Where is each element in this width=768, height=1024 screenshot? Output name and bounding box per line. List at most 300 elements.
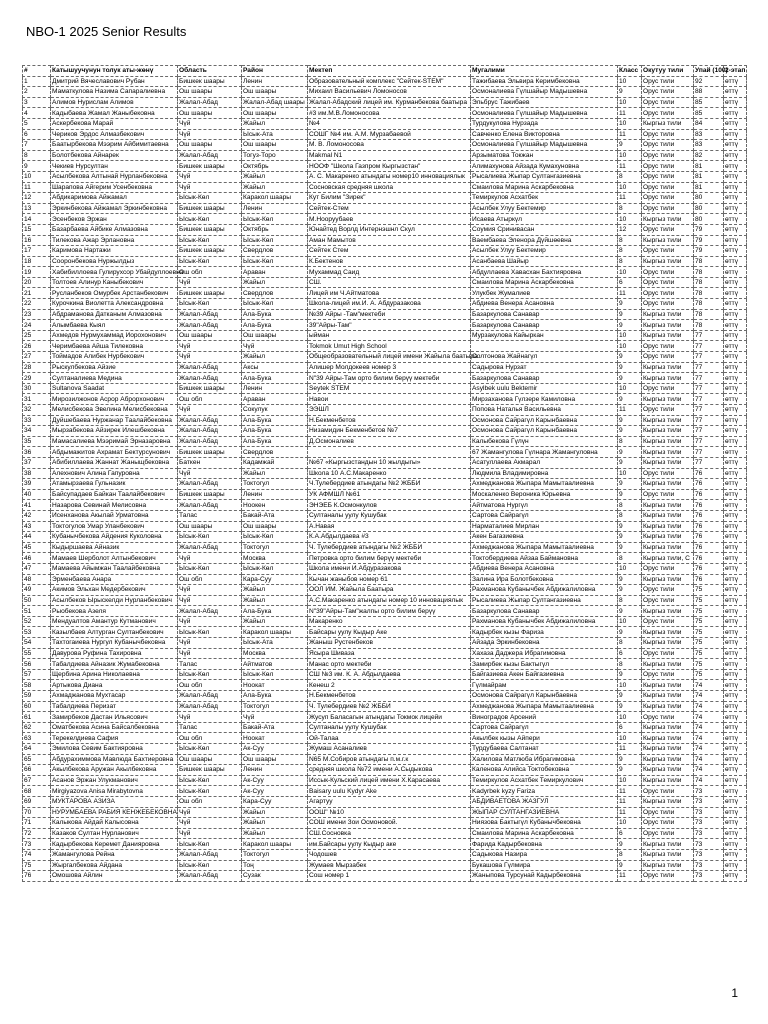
cell-school: Кычан жаныбов номер 61 [308,574,471,585]
cell-name: Замирбеков Дастан Ильясович [51,712,178,723]
cell-grade: 8 [618,849,642,860]
cell-region: Ысык-Көл [178,860,242,871]
col-header-grade: Класс [618,66,642,77]
cell-name: Чекиев Нурсултан [51,161,178,172]
cell-number: 41 [23,500,51,511]
table-row [23,362,747,373]
col-header-teacher: Мугалими [471,66,618,77]
cell-score: 74 [694,701,724,712]
cell-stage2: өттү [724,860,747,871]
cell-district: Ысык-Көл [242,214,308,225]
table-row [23,87,747,98]
cell-name: Омошова Айлин [51,871,178,882]
cell-stage2: өттү [724,267,747,278]
cell-language: Орус тили [642,246,694,257]
cell-district: Ала-Бука [242,373,308,384]
cell-teacher: Ахмеджанова Жыпара Мамытаалиевна [471,479,618,490]
cell-language: Орус тили [642,193,694,204]
cell-language: Кыргыз тили [642,309,694,320]
cell-region: Жалал-Абад [178,691,242,702]
table-row [23,352,747,363]
cell-number: 65 [23,754,51,765]
cell-grade: 10 [618,468,642,479]
cell-stage2: өттү [724,765,747,776]
cell-score: 92 [694,76,724,87]
cell-stage2: өттү [724,722,747,733]
cell-name: Жыргалбекова Айдана [51,860,178,871]
cell-grade: 9 [618,457,642,468]
cell-stage2: өттү [724,712,747,723]
cell-name: Маматкулова Назима Сапаралиевна [51,87,178,98]
cell-score: 75 [694,606,724,617]
cell-region: Жалал-Абад [178,606,242,617]
cell-number: 60 [23,701,51,712]
cell-score: 73 [694,818,724,829]
cell-number: 64 [23,744,51,755]
cell-name: НУРУМБАЕВА РАБИЯ КЕНЖЕБЕКОВНА [52,808,177,816]
cell-language: Орус тили [642,352,694,363]
cell-score: 76 [694,553,724,564]
cell-region: Ысык-Көл [178,299,242,310]
cell-teacher: Нарматалиев Мирлан [471,521,618,532]
cell-language: Орус тили [642,828,694,839]
cell-teacher: Каленова Алийса Токтобековна [471,765,618,776]
cell-name: Алымбаева Кыял [51,320,178,331]
cell-grade: 10 [618,712,642,723]
cell-language: Орус тили [642,595,694,606]
cell-teacher: Асылбек Улуу Бектемир [471,246,618,257]
cell-score: 78 [694,267,724,278]
cell-teacher: Алимахунова Айзада Кумахуновна [471,161,618,172]
cell-number: 71 [23,818,51,829]
cell-teacher: Москаленко Вероника Юрьевна [471,489,618,500]
cell-teacher: Виноградов Арсений [471,712,618,723]
cell-number: 62 [23,722,51,733]
cell-region: Жалал-Абад [178,500,242,511]
cell-stage2: өттү [724,627,747,638]
cell-school: №67 «Кыргызстандын 10 жылдыгы» [308,457,471,468]
cell-number: 28 [23,362,51,373]
cell-name: Мендуалтов Амантур Кутманович [51,616,178,627]
table-row [23,712,747,723]
cell-score: 77 [694,426,724,437]
table-row [23,97,747,108]
cell-region: Чүй [178,182,242,193]
cell-district: Жайыл [242,595,308,606]
cell-school: Сош номер 1 [308,871,471,882]
cell-name: Асылбеков Ырыскелди Нурланбекович [51,595,178,606]
cell-language: Кыргыз тили [642,542,694,553]
cell-stage2: өттү [724,447,747,458]
cell-score: 77 [694,394,724,405]
cell-score: 85 [694,97,724,108]
cell-grade: 8 [618,235,642,246]
cell-score: 74 [694,765,724,776]
cell-language: Орус тили [642,669,694,680]
cell-number: 37 [23,457,51,468]
cell-school: Жалал-Абадский лицей им. Курманбекова баатыра [308,97,471,108]
cell-district: Чүй [242,712,308,723]
cell-stage2: өттү [724,330,747,341]
cell-region: Ысык-Көл [178,775,242,786]
cell-district: Свердлов [242,447,308,458]
cell-teacher: Асатуллаева Акмарал [471,457,618,468]
cell-grade: 9 [618,765,642,776]
cell-language: Кыргыз тили [642,659,694,670]
cell-grade: 9 [618,860,642,871]
cell-district: Ош шаары [242,521,308,532]
cell-region: Жалал-Абад [178,849,242,860]
cell-district: Тоң [242,860,308,871]
cell-score: 73 [694,849,724,860]
cell-score: 73 [694,828,724,839]
cell-language: Кыргыз тили [642,606,694,617]
cell-name: Курочкина Виолетта Александровна [51,299,178,310]
cell-score: 79 [694,224,724,235]
cell-region: Чүй [178,468,242,479]
cell-teacher: Рахманова Кубанычбек Абдижалиловна [471,616,618,627]
cell-region: Бишкек шаары [178,447,242,458]
cell-grade: 9 [618,309,642,320]
cell-grade: 11 [618,871,642,882]
cell-name: Алимов Нурислам Алимов [51,97,178,108]
table-row [23,373,747,384]
table-row [23,691,747,702]
cell-school: Жумаев Мырзабек [308,860,471,871]
cell-region: Жалал-Абад [178,373,242,384]
cell-grade: 9 [618,489,642,500]
cell-district: Жайыл [242,616,308,627]
cell-district: Ала-Бука [242,415,308,426]
cell-region: Чүй [178,277,242,288]
cell-number: 59 [23,691,51,702]
cell-school: Сейтек Стем [308,246,471,257]
cell-district: Аксы [242,362,308,373]
cell-score: 82 [694,150,724,161]
cell-region: Бишкек шаары [178,246,242,257]
cell-name: Русланбеков Омурбек Арстанбекович [51,288,178,299]
cell-number: 40 [23,489,51,500]
cell-grade: 9 [618,532,642,543]
cell-language: Кыргыз тили [642,574,694,585]
cell-teacher: Асанбаева Шайыр [471,256,618,267]
cell-region: Чүй [178,595,242,606]
cell-grade: 10 [618,563,642,574]
cell-number: 75 [23,860,51,871]
cell-grade: 8 [618,203,642,214]
cell-name: Абибиллаева Жаннат Жаныщбековна [51,457,178,468]
cell-region: Ош шаары [178,108,242,119]
cell-stage2: өттү [724,214,747,225]
cell-region: Чүй [178,405,242,416]
cell-district: Ысык-Көл [242,669,308,680]
cell-school: Юнайтед Ворлд Интернэшнл Скул [308,224,471,235]
cell-region: Ысык-Көл [178,235,242,246]
cell-number: 38 [23,468,51,479]
table-row [23,828,747,839]
cell-teacher: Турдубаева Салтанат [471,744,618,755]
cell-grade: 8 [618,500,642,511]
cell-language: Кыргыз тили [642,256,694,267]
cell-region: Ысык-Көл [178,839,242,850]
cell-name: Базарбаева Айбике Алмазовна [51,224,178,235]
cell-region: Ош шаары [178,521,242,532]
cell-teacher: Тажибаева Эльвира Керимбековна [471,76,618,87]
table-row [23,330,747,341]
cell-region: Ош обл [178,394,242,405]
table-row [23,775,747,786]
cell-name: МУКТАРОВА АЗИЗА [51,796,178,807]
cell-teacher: Базаркулова Санавар [471,606,618,617]
cell-teacher: Рысалиева Жыпар Султангазиевна [471,595,618,606]
cell-stage2: өттү [724,669,747,680]
cell-grade: 8 [618,510,642,521]
cell-language: Кыргыз тили [642,796,694,807]
cell-region: Ысык-Көл [178,627,242,638]
cell-region: Бишкек шаары [178,203,242,214]
table-row [23,129,747,140]
cell-language: Орус тили [642,563,694,574]
cell-school: Жумаш Асаналиев [308,744,471,755]
cell-name: Ахмедов Нурмухаммад Иорохонович [51,330,178,341]
cell-school: Makmal N1 [308,150,471,161]
cell-stage2: өттү [724,150,747,161]
cell-region: Бишкек шаары [178,161,242,172]
cell-name: Мамаев Шерболот Алтынбекович [51,553,178,564]
cell-language: Орус тили [642,288,694,299]
cell-number: 27 [23,352,51,363]
col-header-stage2: 2-этап [725,67,746,75]
cell-number: 25 [23,330,51,341]
cell-score: 75 [694,595,724,606]
cell-region: Ысык-Көл [178,193,242,204]
cell-score: 75 [694,627,724,638]
cell-number: 70 [23,807,51,818]
cell-stage2: өттү [724,224,747,235]
cell-score: 74 [694,733,724,744]
table-row [23,754,747,765]
cell-teacher: Токтобердиева Айзаа Баймановна [471,553,618,564]
cell-number: 46 [23,553,51,564]
cell-school: ЭНЭЕБ К.Осмонкулов [308,500,471,511]
cell-stage2: өттү [724,489,747,500]
cell-number: 54 [23,638,51,649]
cell-district: Ош шаары [242,108,308,119]
cell-name: Султаналиева Медина [51,373,178,384]
cell-language: Орус тили [642,108,694,119]
cell-stage2: өттү [724,426,747,437]
cell-score: 77 [694,373,724,384]
cell-stage2: өттү [724,733,747,744]
cell-grade: 9 [618,839,642,850]
cell-number: 34 [23,426,51,437]
cell-school: Жаныш Рустенбеков [308,638,471,649]
cell-language: Кыргыз тили [642,457,694,468]
cell-teacher: Рахманова Кубанычбек Абдижалиловна [471,585,618,596]
table-row [23,669,747,680]
cell-teacher: Базаркулова Санавар [471,320,618,331]
cell-name: Байсупадаев Байкан Таалайбекович [51,489,178,500]
cell-grade: 9 [618,320,642,331]
cell-language: Орус тили [642,405,694,416]
cell-region: Талас [178,659,242,670]
table-row [23,796,747,807]
cell-region: Чүй [178,585,242,596]
cell-region: Чүй [178,638,242,649]
cell-school: Алишер Молдокеев номер 3 [308,362,471,373]
cell-score: 75 [694,616,724,627]
cell-district: Октябрь [242,224,308,235]
cell-grade: 11 [618,744,642,755]
col-header-name: Катышуучунун толук аты-жөнү [51,66,178,77]
cell-school: Кенеш 2 [308,680,471,691]
cell-teacher: Соумия Сринивасан [471,224,618,235]
cell-school: Михаил Васильевич Ломоносов [308,87,471,98]
table-row [23,468,747,479]
cell-school: Ч.Тулебердиев атындагы №2 ЖББИ [308,479,471,490]
cell-district: Сокулук [242,405,308,416]
cell-district: Москва [242,648,308,659]
cell-grade: 10 [618,76,642,87]
cell-region: Бишкек шаары [178,224,242,235]
cell-language: Кыргыз тили [642,500,694,511]
cell-teacher: Айзада Эркинбековна [471,638,618,649]
cell-name: Казаков Султан Нурланович [51,828,178,839]
cell-language: Кыргыз тили [642,680,694,691]
cell-region: Чүй [178,648,242,659]
table-row [23,76,747,87]
cell-grade: 9 [618,754,642,765]
cell-district: Чүй [242,341,308,352]
cell-school: Школа имени И.Абдуразакова [308,563,471,574]
cell-stage2: өттү [724,457,747,468]
cell-school: №4 [308,118,471,129]
cell-stage2: өттү [724,277,747,288]
table-row [23,510,747,521]
cell-teacher: Темиркулов Асхатбек [471,193,618,204]
cell-grade: 10 [618,616,642,627]
cell-school: средняя школа №72 имени А.Сыдыкова [308,765,471,776]
cell-score: 76 [694,574,724,585]
cell-district: Каракол шаары [242,627,308,638]
cell-district: Ала-Бука [242,309,308,320]
cell-number: 69 [23,796,51,807]
cell-stage2: өттү [724,532,747,543]
cell-stage2: өттү [724,341,747,352]
cell-number: 43 [23,521,51,532]
cell-score: 76 [694,510,724,521]
cell-teacher: Ваембаева Эленора Дүйшөевна [471,235,618,246]
cell-teacher: Савченко Елена Викторовна [471,129,618,140]
cell-number: 63 [23,733,51,744]
cell-number: 74 [23,849,51,860]
cell-school: Мухаммад Саид [308,267,471,278]
cell-teacher: Ахмеджанова Жыпара Мамытаалиевна [471,701,618,712]
cell-teacher: Байгазиева Акен Байгазиевна [471,669,618,680]
cell-stage2: өттү [724,510,747,521]
cell-teacher: Халилова Матлюба Ибрагимовна [471,754,618,765]
cell-name: Аскербекова Марай [51,118,178,129]
cell-name: Акимов Эльхан Медербекович [51,585,178,596]
cell-stage2: өттү [724,118,747,129]
cell-score: 79 [694,235,724,246]
cell-district: Бакай-Ата [242,510,308,521]
cell-school: #3 им.М.В.Ломоносова [308,108,471,119]
cell-grade: 10 [618,341,642,352]
cell-number: 55 [23,648,51,659]
cell-teacher: Kadyrbek kyzy Fariza [471,786,618,797]
cell-name: Эсенбеков Эржан [51,214,178,225]
cell-district: Ош шаары [242,754,308,765]
cell-number: 47 [23,563,51,574]
cell-school: К.А.Абдылдаева #3 [308,532,471,543]
cell-teacher: Мирзаханова Гүлзере Камиловна [471,394,618,405]
cell-school: А. С. Макаренко атындагы номер10 инновациялык [308,171,471,182]
cell-district: Ош шаары [242,330,308,341]
table-row [23,405,747,416]
cell-grade: 11 [618,108,642,119]
cell-region: Ысык-Көл [178,744,242,755]
cell-stage2: өттү [724,193,747,204]
cell-number: 32 [23,405,51,416]
cell-grade: 9 [618,669,642,680]
cell-teacher: Смаилова Марина Аскарбековна [471,182,618,193]
table-row [23,733,747,744]
cell-school: ыйман [308,330,471,341]
cell-grade: 9 [618,352,642,363]
cell-stage2: өттү [724,744,747,755]
cell-grade: 9 [618,394,642,405]
cell-region: Ысык-Көл [178,786,242,797]
cell-school: УК АФМШЛ №61 [308,489,471,500]
cell-name: Жамангулова Рейна [51,849,178,860]
table-row [23,595,747,606]
cell-school: Ч. Тулебердиев атындагы №2 ЖББИ [308,542,471,553]
cell-school: Tokmok Umut High School [308,341,471,352]
cell-score: 81 [694,182,724,193]
cell-school: Общеобразовательный лицей имени Жайыла баатыра [309,353,478,361]
cell-number: 72 [23,828,51,839]
cell-grade: 6 [618,277,642,288]
table-row [23,680,747,691]
cell-school: Ясыра Шиваза [308,648,471,659]
cell-teacher: Людмила Владимировна [471,468,618,479]
cell-region: Жалал-Абад [178,479,242,490]
cell-grade: 8 [618,659,642,670]
table-row [23,616,747,627]
cell-number: 58 [23,680,51,691]
cell-language: Кыргыз тили [642,479,694,490]
cell-district: Араван [242,394,308,405]
cell-score: 73 [694,807,724,818]
cell-language: Орус тили [642,267,694,278]
cell-district: Ош шаары [242,87,308,98]
cell-teacher: Абдиева Венера Асановна [471,563,618,574]
cell-number: 21 [23,288,51,299]
cell-school: Навои [308,394,471,405]
cell-score: 73 [694,796,724,807]
cell-language: Кыргыз тили [642,849,694,860]
cell-region: Жалал-Абад [178,701,242,712]
cell-district: Свердлов [242,288,308,299]
cell-name: Эрменбаева Анара [51,574,178,585]
cell-district: Ысык-Көл [242,299,308,310]
cell-grade: 11 [618,193,642,204]
cell-score: 78 [694,277,724,288]
cell-region: Ош обл [178,574,242,585]
cell-teacher: Солтонова Жайнагүл [471,352,618,363]
cell-district: Айтматов [242,659,308,670]
